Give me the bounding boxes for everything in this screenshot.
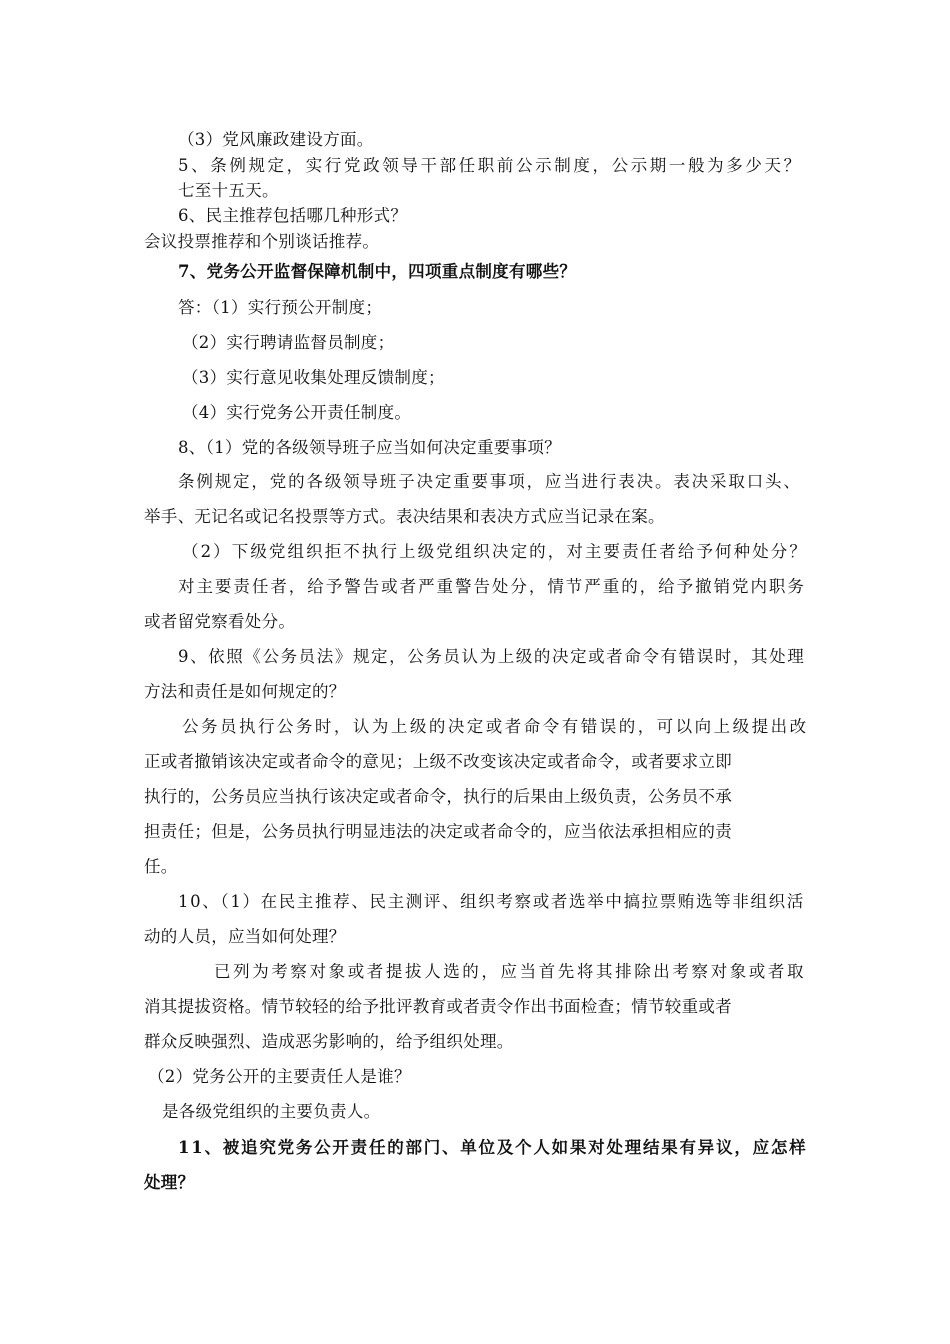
question-6: 6、民主推荐包括哪几种形式？ xyxy=(178,206,408,225)
question-10-2: （2）党务公开的主要责任人是谁？ xyxy=(148,1067,411,1086)
answer-7-item-2: （2）实行聘请监督员制度； xyxy=(182,333,395,352)
answer-8-1: 条例规定，党的各级领导班子决定重要事项，应当进行表决。表决采取口头、 xyxy=(178,472,802,491)
answer-10-1: 已列为考察对象或者提拔人选的，应当首先将其排除出考察对象或者取 xyxy=(214,962,807,981)
question-10-1-cont: 动的人员，应当如何处理？ xyxy=(144,927,346,946)
text-line: （3）党风廉政建设方面。 xyxy=(178,130,374,149)
answer-5: 七至十五天。 xyxy=(178,181,279,200)
answer-9-cont: 任。 xyxy=(144,857,178,876)
answer-8-1-cont: 举手、无记名或记名投票等方式。表决结果和表决方式应当记录在案。 xyxy=(144,507,665,526)
answer-9: 公务员执行公务时，认为上级的决定或者命令有错误的，可以向上级提出改 xyxy=(182,717,809,736)
answer-7-item-4: （4）实行党务公开责任制度。 xyxy=(182,403,412,422)
question-5: 5、条例规定，实行党政领导干部任职前公示制度，公示期一般为多少天？ xyxy=(178,156,803,175)
question-10-1: 10、（1）在民主推荐、民主测评、组织考察或者选举中搞拉票贿选等非组织活 xyxy=(178,892,805,911)
answer-8-2: 对主要责任者，给予警告或者严重警告处分，情节严重的，给予撤销党内职务 xyxy=(178,577,806,596)
answer-9-cont: 担责任；但是，公务员执行明显违法的决定或者命令的，应当依法承担相应的责 xyxy=(144,822,732,841)
question-9: 9、依照《公务员法》规定，公务员认为上级的决定或者命令有错误时，其处理 xyxy=(178,647,806,666)
question-11-cont: 处理？ xyxy=(144,1173,195,1192)
answer-8-2-cont: 或者留党察看处分。 xyxy=(144,612,296,631)
question-8-2: （2）下级党组织拒不执行上级党组织决定的，对主要责任者给予何种处分？ xyxy=(182,542,808,561)
answer-6: 会议投票推荐和个别谈话推荐。 xyxy=(144,232,380,251)
question-7: 7、党务公开监督保障机制中，四项重点制度有哪些？ xyxy=(178,262,577,281)
answer-7-item-1: 答：（1）实行预公开制度； xyxy=(178,298,383,317)
question-8-1: 8、（1）党的各级领导班子应当如何决定重要事项？ xyxy=(178,438,561,457)
question-11: 11、被追究党务公开责任的部门、单位及个人如果对处理结果有异议，应怎样 xyxy=(178,1138,808,1157)
answer-10-2: 是各级党组织的主要负责人。 xyxy=(162,1102,381,1121)
answer-7-item-3: （3）实行意见收集处理反馈制度； xyxy=(182,368,445,387)
answer-9-cont: 正或者撤销该决定或者命令的意见；上级不改变该决定或者命令，或者要求立即 xyxy=(144,752,732,771)
question-9-cont: 方法和责任是如何规定的？ xyxy=(144,682,346,701)
answer-9-cont: 执行的，公务员应当执行该决定或者命令，执行的后果由上级负责，公务员不承 xyxy=(144,787,732,806)
answer-10-1-cont: 群众反映强烈、造成恶劣影响的，给予组织处理。 xyxy=(144,1032,514,1051)
answer-10-1-cont: 消其提拔资格。情节较轻的给予批评教育或者责令作出书面检查；情节较重或者 xyxy=(144,997,732,1016)
